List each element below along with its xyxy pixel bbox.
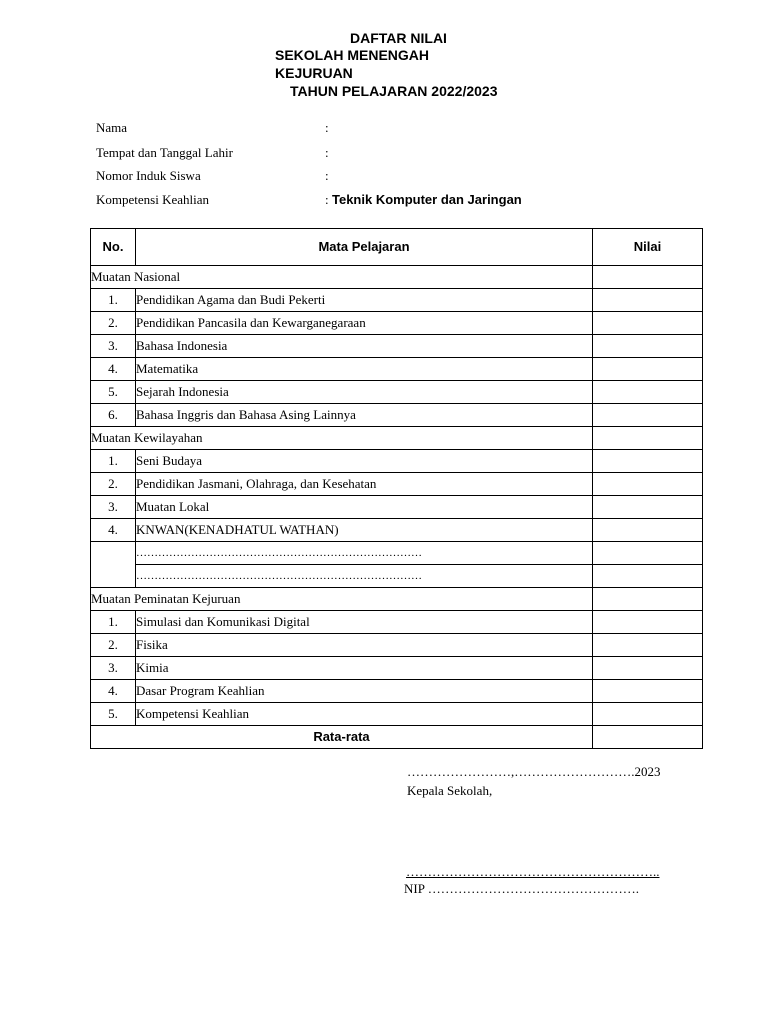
section-row xyxy=(91,588,703,611)
grade-cell[interactable] xyxy=(593,335,703,358)
table-row xyxy=(91,519,703,542)
row-number: 2. xyxy=(91,473,136,496)
blank-subject-line[interactable]: …………………………………………………………………… xyxy=(136,565,593,588)
row-number: 1. xyxy=(91,450,136,473)
row-number: 4. xyxy=(91,358,136,381)
grade-cell[interactable] xyxy=(593,404,703,427)
subject-name: Pendidikan Pancasila dan Kewarganegaraan xyxy=(136,312,593,335)
grade-cell[interactable] xyxy=(593,680,703,703)
grade-cell[interactable] xyxy=(593,381,703,404)
grade-cell[interactable] xyxy=(593,519,703,542)
section-row xyxy=(91,427,703,450)
row-number-blank xyxy=(91,542,136,588)
info-colon: : xyxy=(325,120,329,135)
subject-name: Kompetensi Keahlian xyxy=(136,703,593,726)
grade-cell[interactable] xyxy=(593,358,703,381)
header-no: No. xyxy=(91,229,136,266)
blank-subject-line[interactable]: …………………………………………………………………… xyxy=(136,542,593,565)
subject-name: Fisika xyxy=(136,634,593,657)
table-row xyxy=(91,496,703,519)
row-number: 3. xyxy=(91,335,136,358)
document-title: DAFTAR NILAI xyxy=(350,30,447,46)
average-value-cell[interactable] xyxy=(593,726,703,749)
row-number: 1. xyxy=(91,289,136,312)
info-label: Kompetensi Keahlian xyxy=(96,192,209,207)
grade-cell[interactable] xyxy=(593,703,703,726)
grade-cell[interactable] xyxy=(593,289,703,312)
school-type-line1: SEKOLAH MENENGAH xyxy=(275,47,430,63)
grade-cell[interactable] xyxy=(593,657,703,680)
grade-cell[interactable] xyxy=(593,473,703,496)
subject-name: KNWAN(KENADHATUL WATHAN) xyxy=(136,519,593,542)
row-number: 4. xyxy=(91,519,136,542)
grade-cell[interactable] xyxy=(593,427,703,450)
section-title: Muatan Nasional xyxy=(91,266,593,289)
table-row xyxy=(91,312,703,335)
section-title: Muatan Kewilayahan xyxy=(91,427,593,450)
row-number: 2. xyxy=(91,634,136,657)
row-number: 4. xyxy=(91,680,136,703)
table-row xyxy=(91,680,703,703)
table-row xyxy=(91,657,703,680)
row-number: 3. xyxy=(91,496,136,519)
table-row xyxy=(91,381,703,404)
signature-date-line: ……………………,……………………….2023 xyxy=(407,764,661,779)
row-number: 3. xyxy=(91,657,136,680)
subject-name: Matematika xyxy=(136,358,593,381)
table-row xyxy=(91,703,703,726)
subject-name: Pendidikan Agama dan Budi Pekerti xyxy=(136,289,593,312)
row-number: 6. xyxy=(91,404,136,427)
subject-name: Simulasi dan Komunikasi Digital xyxy=(136,611,593,634)
signature-name-line: ………………………………………………….. xyxy=(406,864,660,879)
info-colon: : xyxy=(325,168,329,183)
table-header-row xyxy=(91,229,703,266)
subject-name: Dasar Program Keahlian xyxy=(136,680,593,703)
subject-name: Muatan Lokal xyxy=(136,496,593,519)
table-row-blank xyxy=(91,565,703,588)
header-grade: Nilai xyxy=(593,229,703,266)
subject-name: Seni Budaya xyxy=(136,450,593,473)
grade-cell[interactable] xyxy=(593,565,703,588)
subject-name: Pendidikan Jasmani, Olahraga, dan Kesehatan xyxy=(136,473,593,496)
grade-cell[interactable] xyxy=(593,312,703,335)
grade-cell[interactable] xyxy=(593,611,703,634)
table-row xyxy=(91,358,703,381)
info-label: Nama xyxy=(96,120,128,135)
info-value: Teknik Komputer dan Jaringan xyxy=(332,192,522,207)
row-number: 5. xyxy=(91,703,136,726)
table-row xyxy=(91,634,703,657)
subject-name: Kimia xyxy=(136,657,593,680)
table-row xyxy=(91,473,703,496)
grade-cell[interactable] xyxy=(593,588,703,611)
signature-nip-line: NIP …………………………………………. xyxy=(404,881,639,896)
grades-table xyxy=(90,228,703,749)
table-row xyxy=(91,404,703,427)
row-number: 2. xyxy=(91,312,136,335)
average-row xyxy=(91,726,703,749)
row-number: 1. xyxy=(91,611,136,634)
table-row xyxy=(91,289,703,312)
table-row xyxy=(91,450,703,473)
info-colon: : xyxy=(325,192,329,207)
grade-cell[interactable] xyxy=(593,634,703,657)
table-row xyxy=(91,611,703,634)
section-row xyxy=(91,266,703,289)
average-label: Rata-rata xyxy=(91,726,593,749)
info-label: Nomor Induk Siswa xyxy=(96,168,201,183)
subject-name: Bahasa Indonesia xyxy=(136,335,593,358)
subject-name: Sejarah Indonesia xyxy=(136,381,593,404)
academic-year: TAHUN PELAJARAN 2022/2023 xyxy=(290,83,498,99)
school-type-line2: KEJURUAN xyxy=(275,65,353,81)
info-colon: : xyxy=(325,145,329,160)
table-row-blank xyxy=(91,542,703,565)
subject-name: Bahasa Inggris dan Bahasa Asing Lainnya xyxy=(136,404,593,427)
signature-role: Kepala Sekolah, xyxy=(407,783,493,798)
info-label: Tempat dan Tanggal Lahir xyxy=(96,145,233,160)
row-number: 5. xyxy=(91,381,136,404)
grade-cell[interactable] xyxy=(593,450,703,473)
section-title: Muatan Peminatan Kejuruan xyxy=(91,588,593,611)
grade-cell[interactable] xyxy=(593,266,703,289)
grade-cell[interactable] xyxy=(593,542,703,565)
table-row xyxy=(91,335,703,358)
grade-cell[interactable] xyxy=(593,496,703,519)
header-subject: Mata Pelajaran xyxy=(136,229,593,266)
